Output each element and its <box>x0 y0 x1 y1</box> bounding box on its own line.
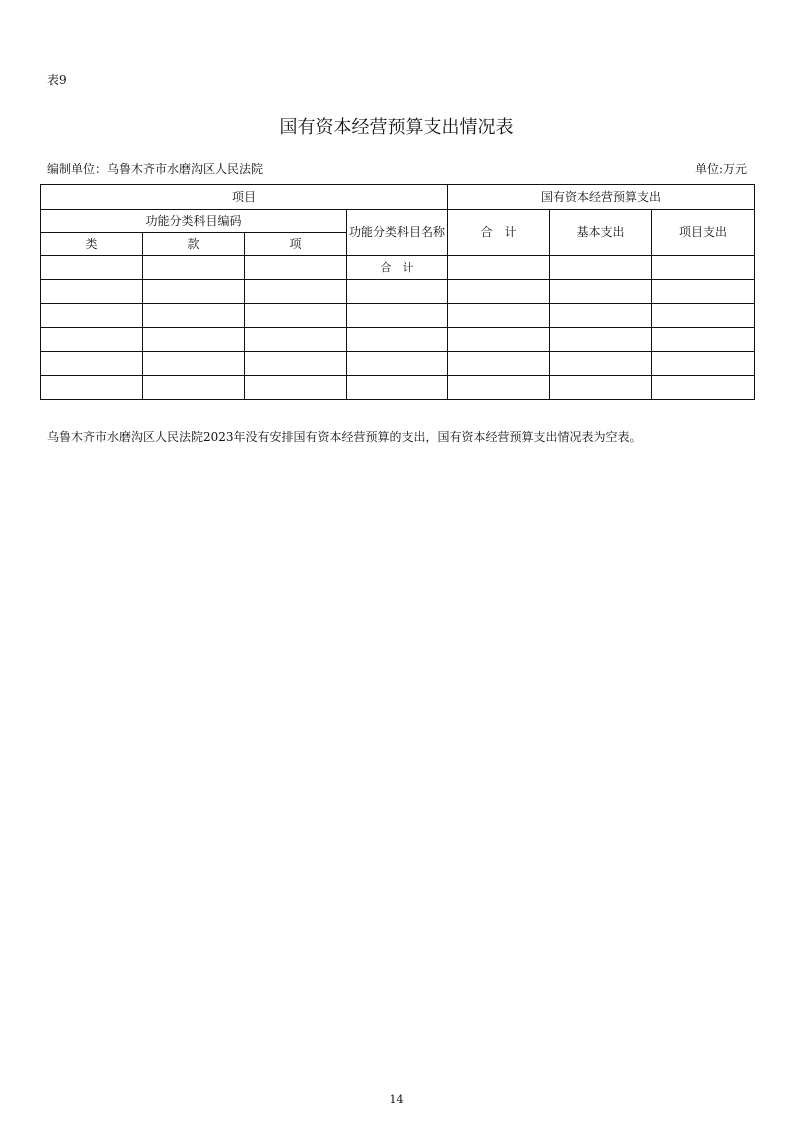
table-cell <box>245 256 347 280</box>
page-number: 14 <box>389 1093 404 1106</box>
table-cell <box>347 304 448 328</box>
table-cell <box>652 280 755 304</box>
footnote-text: 乌鲁木齐市水磨沟区人民法院2023年没有安排国有资本经营预算的支出，国有资本经营预算支出情况表为空表。 <box>47 430 642 444</box>
budget-table <box>40 184 755 400</box>
table-cell <box>448 376 550 400</box>
table-cell <box>652 352 755 376</box>
table-cell <box>652 328 755 352</box>
header-category: 类 <box>41 233 143 256</box>
table-row <box>41 328 755 352</box>
table-cell <box>245 280 347 304</box>
table-cell <box>41 352 143 376</box>
header-section: 款 <box>143 233 245 256</box>
table-cell <box>347 328 448 352</box>
table-cell <box>448 256 550 280</box>
table-cell <box>143 304 245 328</box>
table-cell <box>245 352 347 376</box>
table-cell <box>652 256 755 280</box>
table-cell <box>448 304 550 328</box>
table-cell <box>41 376 143 400</box>
header-total: 合 计 <box>448 210 550 256</box>
header-project-expenditure: 项目支出 <box>652 210 755 256</box>
table-row <box>41 376 755 400</box>
header-project-group: 项目 <box>41 185 448 210</box>
table-cell <box>448 328 550 352</box>
table-cell <box>347 280 448 304</box>
header-basic-expenditure: 基本支出 <box>550 210 652 256</box>
table-cell <box>41 256 143 280</box>
table-cell <box>245 376 347 400</box>
table-cell <box>652 304 755 328</box>
table-number-label: 表9 <box>47 73 67 87</box>
table-cell <box>245 328 347 352</box>
table-cell <box>550 328 652 352</box>
header-budget-group: 国有资本经营预算支出 <box>448 185 755 210</box>
header-function-code: 功能分类科目编码 <box>41 210 347 233</box>
table-cell <box>143 280 245 304</box>
table-cell <box>347 376 448 400</box>
table-cell <box>550 256 652 280</box>
total-row <box>41 256 755 280</box>
table-cell <box>652 376 755 400</box>
table-cell <box>41 304 143 328</box>
table-cell <box>550 376 652 400</box>
compiling-unit: 编制单位：乌鲁木齐市水磨沟区人民法院 <box>47 162 264 176</box>
table-cell <box>41 328 143 352</box>
table-row <box>41 352 755 376</box>
table-cell <box>41 280 143 304</box>
page-title: 国有资本经营预算支出情况表 <box>279 117 514 138</box>
total-row-label: 合 计 <box>347 256 448 280</box>
table-cell <box>550 280 652 304</box>
unit-label: 单位:万元 <box>694 162 747 176</box>
table-cell <box>245 304 347 328</box>
table-cell <box>448 280 550 304</box>
table-row <box>41 304 755 328</box>
table-row <box>41 280 755 304</box>
table-cell <box>347 352 448 376</box>
header-function-name: 功能分类科目名称 <box>347 210 448 256</box>
table-cell <box>550 352 652 376</box>
table-cell <box>550 304 652 328</box>
table-cell <box>143 328 245 352</box>
table-cell <box>143 352 245 376</box>
table-cell <box>143 376 245 400</box>
table-cell <box>448 352 550 376</box>
header-item: 项 <box>245 233 347 256</box>
table-cell <box>143 256 245 280</box>
